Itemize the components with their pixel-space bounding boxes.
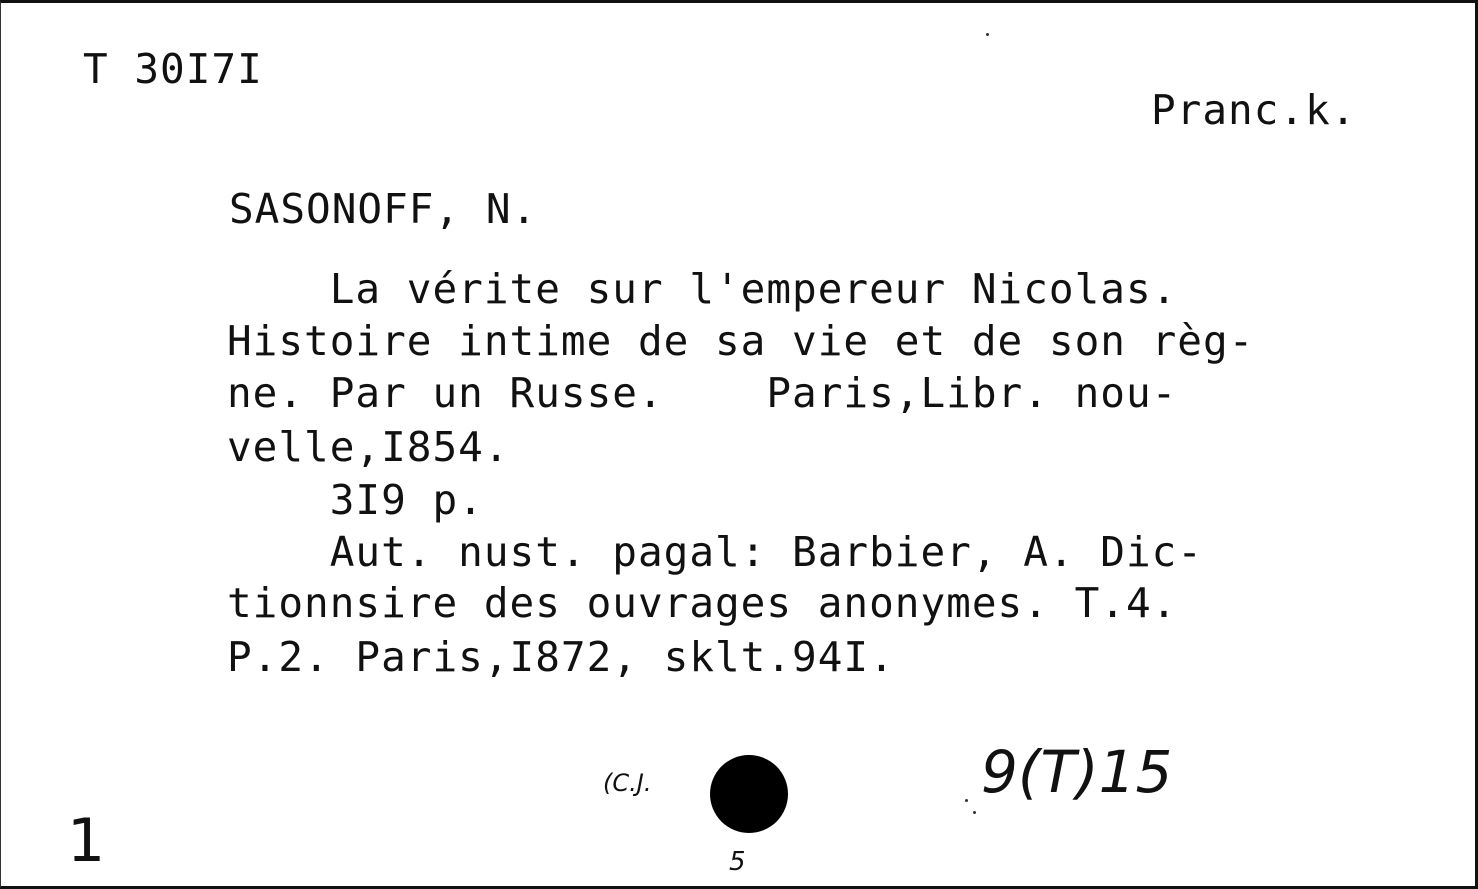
bottom-handwritten-mark: 5 (729, 847, 746, 877)
body-line-3: ne. Par un Russe. Paris,Libr. nou- (227, 369, 1178, 417)
body-line-5: 3I9 p. (227, 476, 484, 524)
body-line-2: Histoire intime de sa vie et de son règ- (227, 317, 1255, 365)
body-line-1: La vérite sur l'empereur Nicolas. (227, 265, 1178, 313)
small-handwritten-mark: (C.J. (603, 769, 652, 797)
card-number: 1 (67, 806, 106, 876)
body-line-8: P.2. Paris,I872, sklt.94I. (227, 633, 895, 681)
collection-label: Pranc.k. (1151, 86, 1357, 134)
body-line-7: tionnsire des ouvrages anonymes. T.4. (227, 579, 1178, 627)
ink-speck (973, 811, 976, 814)
call-number: T 30I7I (83, 45, 263, 93)
punch-hole (710, 755, 788, 833)
author-heading: SASONOFF, N. (229, 185, 538, 233)
shelf-mark: 9(T)15 (981, 738, 1173, 806)
body-line-4: velle,I854. (227, 423, 510, 471)
ink-speck (965, 799, 968, 802)
ink-speck (986, 33, 989, 36)
body-line-6: Aut. nust. pagal: Barbier, A. Dic- (227, 528, 1203, 576)
